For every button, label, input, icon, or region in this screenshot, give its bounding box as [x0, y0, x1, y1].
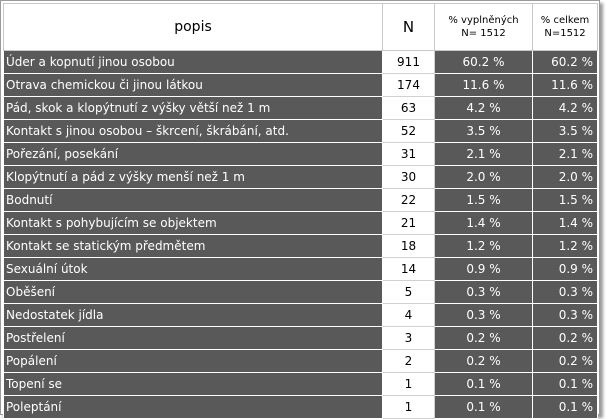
row-pct-filled: 60.2 %	[435, 51, 533, 74]
table-body	[4, 51, 598, 419]
row-pct-filled: 0.3 %	[435, 304, 533, 327]
table-row	[4, 120, 598, 143]
row-pct-total: 2.0 %	[533, 166, 598, 189]
row-pct-filled: 2.1 %	[435, 143, 533, 166]
row-pct-total: 0.9 %	[533, 258, 598, 281]
header-pct-total-line2: N=1512	[544, 28, 586, 39]
row-pct-filled: 11.6 %	[435, 74, 533, 97]
table-row	[4, 97, 598, 120]
row-pct-filled: 1.2 %	[435, 235, 533, 258]
row-label: Sexuální útok	[4, 258, 383, 281]
row-pct-filled: 4.2 %	[435, 97, 533, 120]
row-pct-total: 2.1 %	[533, 143, 598, 166]
row-label: Pořezání, posekání	[4, 143, 383, 166]
row-count: 18	[383, 235, 435, 258]
row-label: Postřelení	[4, 327, 383, 350]
row-count: 31	[383, 143, 435, 166]
row-pct-total: 0.3 %	[533, 304, 598, 327]
row-pct-filled: 1.5 %	[435, 189, 533, 212]
table-row	[4, 74, 598, 97]
header-popis: popis	[4, 4, 383, 51]
row-pct-total: 1.2 %	[533, 235, 598, 258]
row-pct-total: 0.1 %	[533, 373, 598, 396]
row-count: 1	[383, 373, 435, 396]
row-count: 5	[383, 281, 435, 304]
table-row	[4, 189, 598, 212]
row-pct-total: 0.1 %	[533, 396, 598, 419]
row-count: 4	[383, 304, 435, 327]
table-row	[4, 281, 598, 304]
row-pct-total: 1.4 %	[533, 212, 598, 235]
row-count: 63	[383, 97, 435, 120]
row-label: Popálení	[4, 350, 383, 373]
row-label: Bodnutí	[4, 189, 383, 212]
header-pct-filled	[435, 4, 533, 51]
table-row	[4, 327, 598, 350]
row-pct-filled: 0.9 %	[435, 258, 533, 281]
row-count: 911	[383, 51, 435, 74]
row-pct-total: 0.2 %	[533, 350, 598, 373]
header-pct-total-line1: % celkem	[540, 15, 590, 26]
table-row	[4, 235, 598, 258]
table-row	[4, 143, 598, 166]
row-label: Úder a kopnutí jinou osobou	[4, 51, 383, 74]
row-label: Otrava chemickou či jinou látkou	[4, 74, 383, 97]
row-pct-filled: 3.5 %	[435, 120, 533, 143]
row-pct-total: 0.3 %	[533, 281, 598, 304]
row-pct-filled: 0.1 %	[435, 396, 533, 419]
row-pct-filled: 0.3 %	[435, 281, 533, 304]
table-row	[4, 212, 598, 235]
header-pct-filled-line1: % vyplněných	[448, 15, 519, 26]
row-pct-total: 60.2 %	[533, 51, 598, 74]
row-label: Klopýtnutí a pád z výšky menší než 1 m	[4, 166, 383, 189]
table-row	[4, 304, 598, 327]
table-row	[4, 350, 598, 373]
row-pct-total: 3.5 %	[533, 120, 598, 143]
row-label: Oběšení	[4, 281, 383, 304]
row-pct-total: 1.5 %	[533, 189, 598, 212]
row-count: 1	[383, 396, 435, 419]
row-count: 3	[383, 327, 435, 350]
row-pct-filled: 2.0 %	[435, 166, 533, 189]
header-pct-filled-line2: N= 1512	[461, 28, 506, 39]
table-row	[4, 166, 598, 189]
row-count: 14	[383, 258, 435, 281]
row-label: Kontakt s jinou osobou – škrcení, škrábání, atd.	[4, 120, 383, 143]
table-row	[4, 258, 598, 281]
row-count: 21	[383, 212, 435, 235]
row-count: 30	[383, 166, 435, 189]
row-label: Nedostatek jídla	[4, 304, 383, 327]
row-label: Kontakt se statickým předmětem	[4, 235, 383, 258]
row-label: Topení se	[4, 373, 383, 396]
header-pct-total	[533, 4, 598, 51]
row-label: Pád, skok a klopýtnutí z výšky větší než 1 m	[4, 97, 383, 120]
row-pct-filled: 0.1 %	[435, 373, 533, 396]
row-pct-filled: 0.2 %	[435, 327, 533, 350]
table-row	[4, 396, 598, 419]
injury-table	[3, 3, 598, 419]
row-pct-total: 0.2 %	[533, 327, 598, 350]
row-count: 52	[383, 120, 435, 143]
row-pct-total: 11.6 %	[533, 74, 598, 97]
row-label: Kontakt s pohybujícím se objektem	[4, 212, 383, 235]
row-count: 22	[383, 189, 435, 212]
row-label: Poleptání	[4, 396, 383, 419]
row-count: 174	[383, 74, 435, 97]
row-pct-filled: 1.4 %	[435, 212, 533, 235]
header-n: N	[383, 4, 435, 51]
header-row	[4, 4, 598, 51]
table-row	[4, 373, 598, 396]
row-count: 2	[383, 350, 435, 373]
table-row	[4, 51, 598, 74]
row-pct-filled: 0.2 %	[435, 350, 533, 373]
row-pct-total: 4.2 %	[533, 97, 598, 120]
